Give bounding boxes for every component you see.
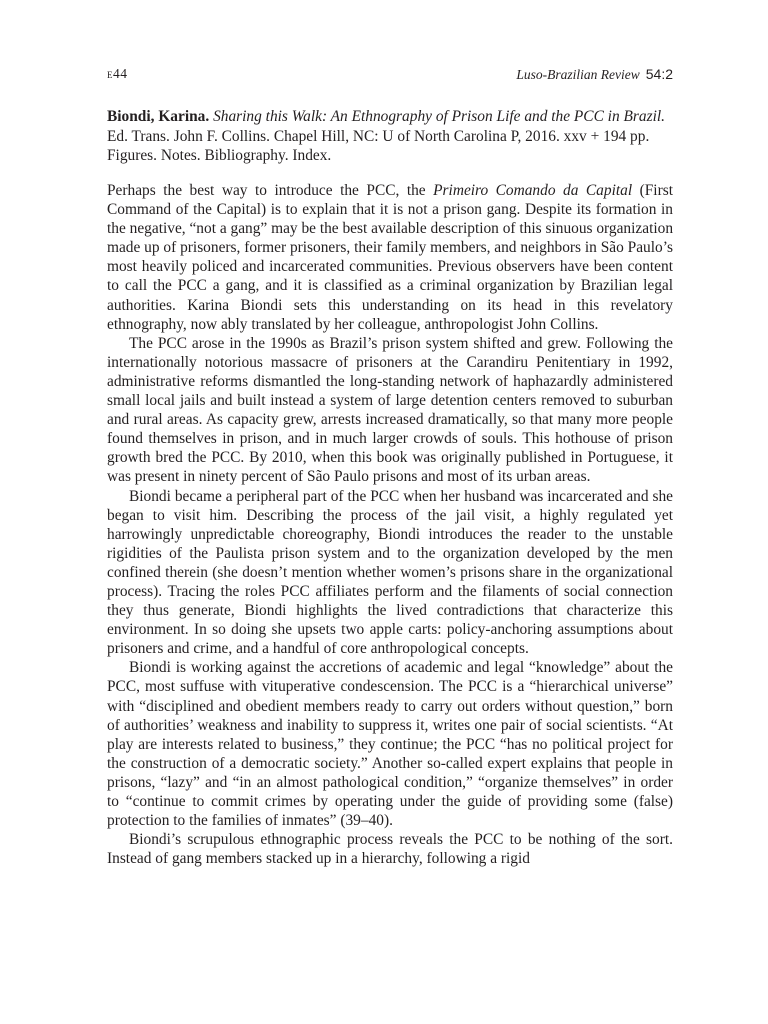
paragraph-1-rest: (First Command of the Capital) is to explain that it is not a prison gang. Despite its formation in the negative, “not a gang” may be the best available description of this sinuous organization made up of prisoners, former prisoners, their family members, and neighbors in São Paulo’s most heavily policed and incarcerated communities. Previous observers have been content to call the PCC a gang, and it is classified as a criminal organization by Brazilian legal authorities. Karina Biondi sets this understanding on its head in this revelatory ethnography, now ably translated by her colleague, anthropologist John Collins. [107,182,674,333]
journal-issue: 54:2 [645,66,673,82]
pcc-full-name: Primeiro Comando da Capital [433,182,633,199]
paragraph-1 [107,181,673,334]
paragraph-4: Biondi is working against the accretions of academic and legal “knowledge” about the PCC, most suffuse with vituperative condescension. The PCC is a “hierarchical universe” with “disciplined and obedient members ready to carry out orders without question,” born of authorities’ weakness and inability to suppress it, writes one pair of social scientists. “At play are interests related to business,” they continue; the PCC “has no political project for the construction of a democratic society.” Another so-called expert explains that people in prisons, “lazy” and “in an almost pathological condition,” “organize themselves” in order to “continue to commit crimes by operating under the guide of providing some (false) protection to the families of inmates” (39–40). [107,659,673,830]
citation-details: Ed. Trans. John F. Collins. Chapel Hill, NC: U of North Carolina P, 2016. xxv + 194 pp. Figures. Notes. Bibliography. Index. [107,127,650,164]
paragraph-2: The PCC arose in the 1990s as Brazil’s prison system shifted and grew. Following the internationally notorious massacre of prisoners at the Carandiru Penitentiary in 1992, administrative reforms dismantled the long-standing network of haphazardly administered small local jails and built instead a system of large detention centers removed to suburban and rural areas. As capacity grew, arrests increased dramatically, so that many more people found themselves in prison, and in much larger crowds of souls. This hothouse of prison growth bred the PCC. By 2010, when this book was originally published in Portuguese, it was present in ninety percent of São Paulo prisons and most of its urban areas. [107,334,673,486]
journal-title: Luso-Brazilian Review [516,67,640,82]
paragraph-1-start: Perhaps the best way to introduce the PCC, the [107,182,426,199]
journal-header [516,64,673,85]
running-head [107,64,673,84]
review-body [107,181,673,868]
document-page [107,0,673,1024]
citation-book-title: Sharing this Walk: An Ethnography of Prison Life and the PCC in Brazil. [213,108,665,125]
citation-author: Biondi, Karina. [107,108,210,125]
page-number: e44 [107,66,128,81]
paragraph-3: Biondi became a peripheral part of the PCC when her husband was incarcerated and she began to visit him. Describing the process of the jail visit, a highly regulated yet harrowingly unpredictable choreography, Biondi introduces the reader to the unstable rigidities of the Paulista prison system and to the organization developed by the men confined therein (she doesn’t mention whether women’s prisons share in the organizational process). Tracing the roles PCC affiliates perform and the filaments of social connection they thus generate, Biondi highlights the lived contradictions that characterize this environment. In so doing she upsets two apple carts: policy-anchoring assumptions about prisoners and crime, and a handful of core anthropological concepts. [107,487,673,658]
book-citation [107,107,673,166]
paragraph-5: Biondi’s scrupulous ethnographic process reveals the PCC to be nothing of the sort. Instead of gang members stacked up in a hierarchy, following a rigid [107,831,673,868]
